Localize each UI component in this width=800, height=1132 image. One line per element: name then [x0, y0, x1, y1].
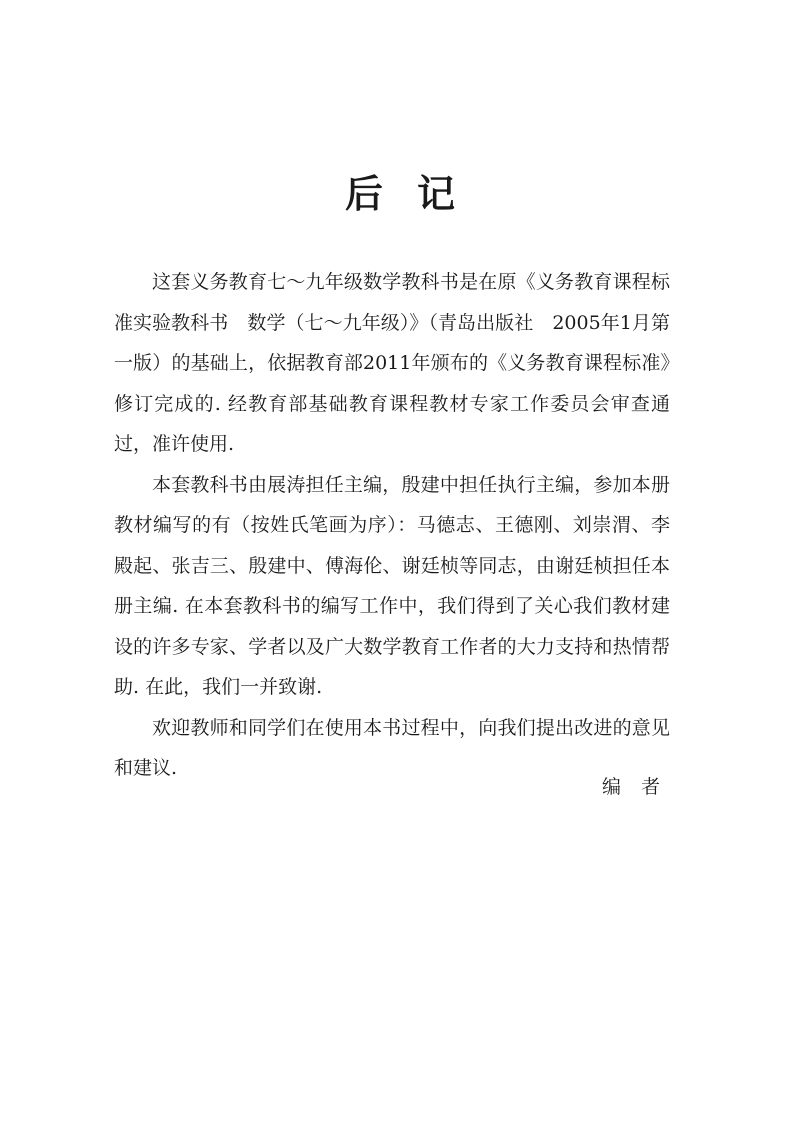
signature-char-1: 编: [602, 776, 622, 798]
signature: [602, 772, 660, 802]
signature-char-2: 者: [641, 776, 661, 798]
paragraph-feedback: 欢迎教师和同学们在使用本书过程中，向我们提出改进的意见和建议.: [114, 716, 670, 779]
title-char-1: 后: [344, 171, 383, 216]
page-title: [0, 168, 800, 220]
afterword-body: [114, 262, 670, 789]
title-char-2: 记: [417, 171, 456, 216]
paragraph-editors: 本套教科书由展涛担任主编，殷建中担任执行主编，参加本册教材编写的有（按姓氏笔画为序）：马德志、王德刚、刘崇渭、李殿起、张吉三、殷建中、傅海伦、谢廷桢等同志，由谢廷桢担任本册主编. 在本套教科书的编写工作中，我们得到了关心我们教材建设的许多专家、学者以及广大数学教育工作者的大力支持和热情帮助. 在此，我们一并致谢.: [114, 473, 670, 698]
paragraph-origin: 这套义务教育七～九年级数学教科书是在原《义务教育课程标准实验教科书 数学（七～九年级）》（青岛出版社 2005年1月第一版）的基础上，依据教育部2011年颁布的《义务教育课程标准》修订完成的. 经教育部基础教育课程教材专家工作委员会审查通过，准许使用.: [114, 271, 670, 455]
